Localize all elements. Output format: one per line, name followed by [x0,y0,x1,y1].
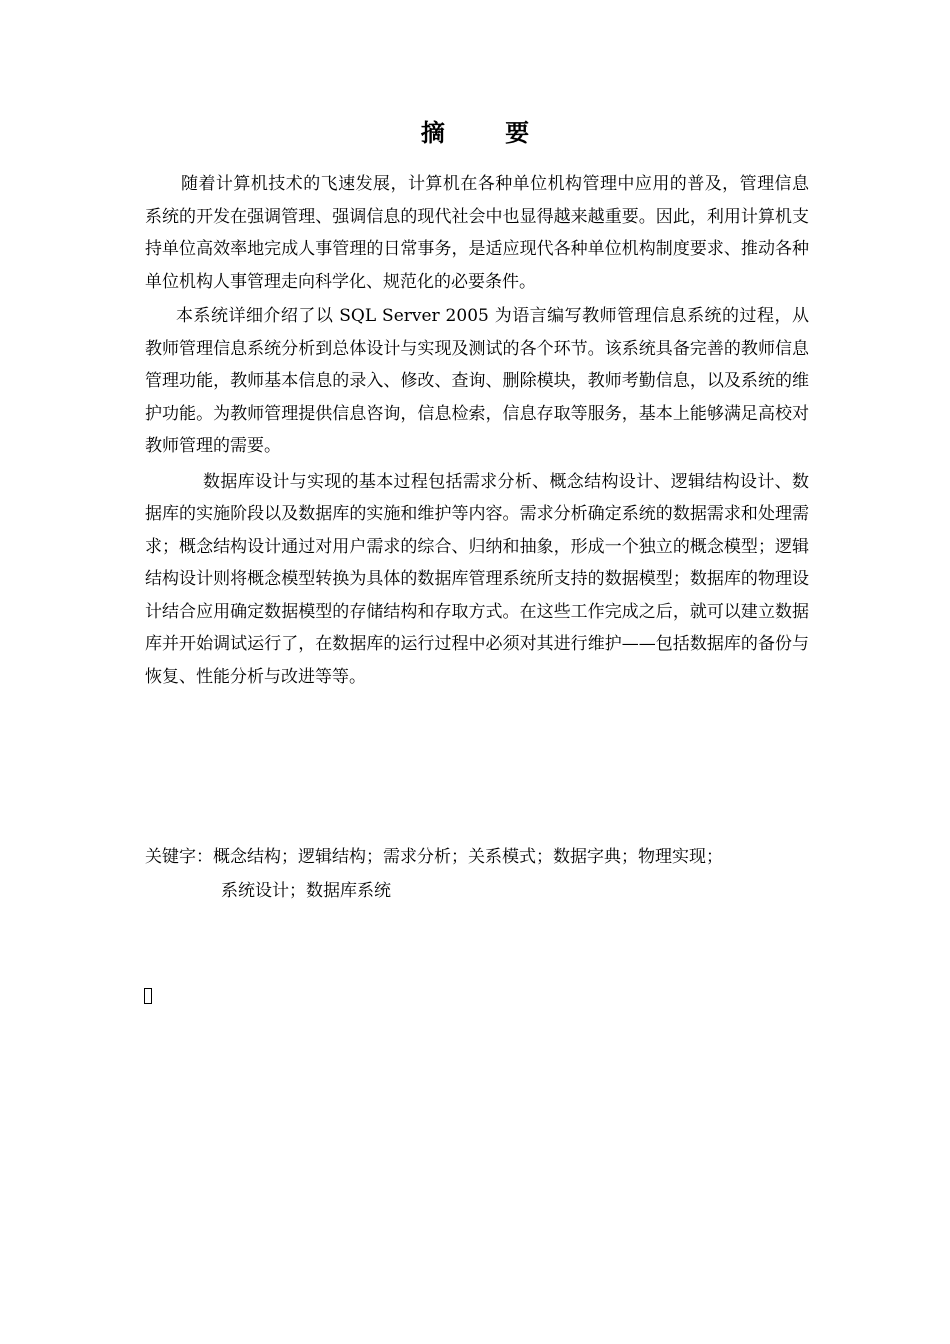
keywords-label: 关键字： [145,847,213,867]
abstract-paragraph-3: 数据库设计与实现的基本过程包括需求分析、概念结构设计、逻辑结构设计、数据库的实施阶段以及数据库的实施和维护等内容。需求分析确定系统的数据需求和处理需求；概念结构设计通过对用户需求的综合、归纳和抽象，形成一个独立的概念模型；逻辑结构设计则将概念模型转换为具体的数据库管理系统所支持的数据模型；数据库的物理设计结合应用确定数据模型的存储结构和存取方式。在这些工作完成之后，就可以建立数据库并开始调试运行了，在数据库的运行过程中必须对其进行维护——包括数据库的备份与恢复、性能分析与改进等等。 [145,471,809,687]
keywords-line-1 [145,840,809,874]
abstract-title: 摘 要 [420,118,556,147]
abstract-paragraph-2: 本系统详细介绍了以 SQL Server 2005 为语言编写教师管理信息系统的过程，从教师管理信息系统分析到总体设计与实现及测试的各个环节。该系统具备完善的教师信息管理功能，教师基本信息的录入、修改、查询、删除模块，教师考勤信息，以及系统的维护功能。为教师管理提供信息咨询，信息检索，信息存取等服务，基本上能够满足高校对教师管理的需要。 [145,306,809,456]
keywords-section [145,840,809,908]
abstract-paragraph-1: 随着计算机技术的飞速发展，计算机在各种单位机构管理中应用的普及，管理信息系统的开发在强调管理、强调信息的现代社会中也显得越来越重要。因此，利用计算机支持单位高效率地完成人事管理的日常事务，是适应现代各种单位机构制度要求、推动各种单位机构人事管理走向科学化、规范化的必要条件。 [145,174,809,292]
keywords-list-2: 系统设计；数据库系统 [221,881,391,901]
abstract-body [145,168,809,693]
missing-glyph-box [144,988,152,1004]
keywords-list-1: 概念结构；逻辑结构；需求分析；关系模式；数据字典；物理实现； [213,847,723,867]
